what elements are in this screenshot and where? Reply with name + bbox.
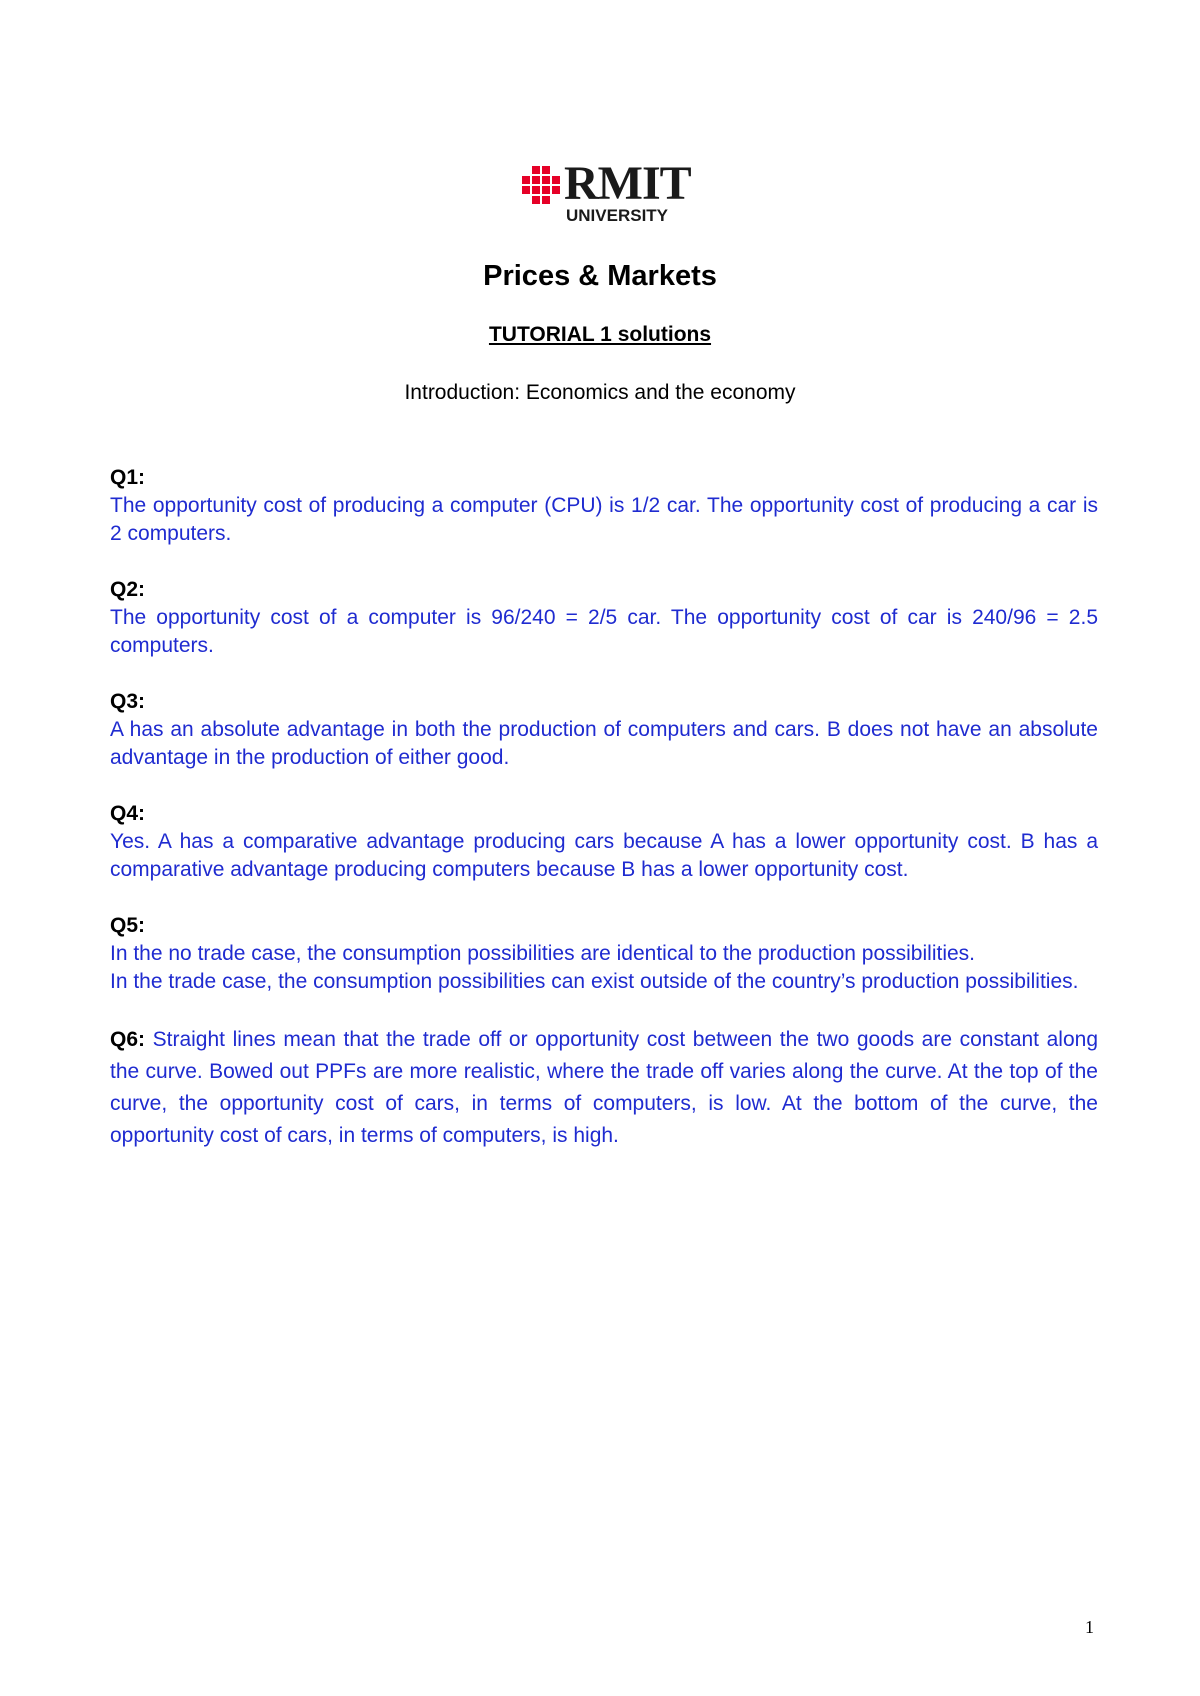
- subtitle-text: TUTORIAL 1 solutions: [488, 323, 712, 346]
- answer-text: A has an absolute advantage in both the production of computers and cars. B does not have an absolute advantage in the production of either good.: [110, 718, 1098, 769]
- answer-text: The opportunity cost of a computer is 96/240 = 2/5 car. The opportunity cost of car is 240/96 = 2.5 computers.: [110, 606, 1098, 657]
- answer-text: In the no trade case, the consumption possibilities are identical to the production possibilities.: [110, 942, 975, 965]
- question-block-q3: [110, 688, 1098, 772]
- question-label: Q1:: [110, 466, 146, 489]
- question-block-q5: [110, 912, 1098, 996]
- question-block-q1: [110, 464, 1098, 548]
- rmit-pixel-logo-icon: [520, 164, 564, 208]
- answer-text: Straight lines mean that the trade off or opportunity cost between the two goods are constant along the curve. Bowed out PPFs are more realistic, where the trade off varies along the curve. At the top of the curve, the opportunity cost of cars, in terms of computers, is low. At the bottom of the curve, the opportunity cost of cars, in terms of computers, is high.: [110, 1028, 1098, 1147]
- logo-wordmark: RMIT: [564, 157, 691, 210]
- question-label: Q5:: [110, 914, 146, 937]
- document-subtitle: [0, 322, 1200, 348]
- question-block-q4: [110, 800, 1098, 884]
- intro-line: Introduction: Economics and the economy: [404, 381, 796, 404]
- logo-subtext: UNIVERSITY: [566, 206, 669, 225]
- answer-text: Yes. A has a comparative advantage producing cars because A has a lower opportunity cost. B has a comparative advantage producing computers because B has a lower opportunity cost.: [110, 830, 1098, 881]
- page-number: 1: [1085, 1617, 1094, 1637]
- solutions-body: [110, 464, 1098, 1180]
- rmit-logo: [520, 157, 691, 226]
- answer-text-second: In the trade case, the consumption possibilities can exist outside of the country’s production possibilities.: [110, 970, 1079, 993]
- answer-text: The opportunity cost of producing a computer (CPU) is 1/2 car. The opportunity cost of producing a car is 2 computers.: [110, 494, 1098, 545]
- question-label: Q4:: [110, 802, 146, 825]
- question-block-q2: [110, 576, 1098, 660]
- question-label: Q6:: [110, 1028, 146, 1051]
- question-label: Q3:: [110, 690, 146, 713]
- document-title: Prices & Markets: [483, 260, 717, 292]
- question-label: Q2:: [110, 578, 146, 601]
- question-block-q6: [110, 1024, 1098, 1152]
